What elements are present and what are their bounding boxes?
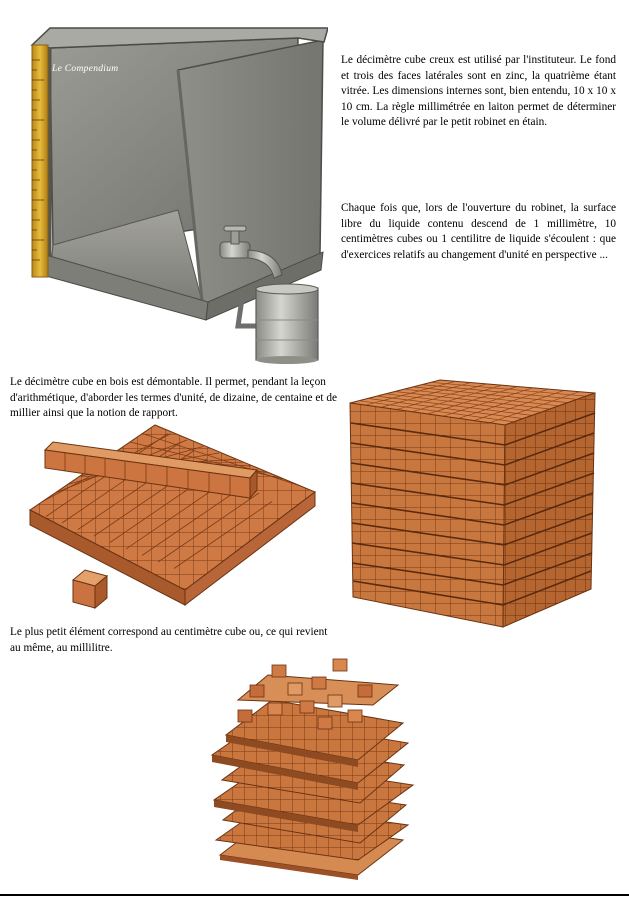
paragraph-tap: Chaque fois que, lors de l'ouverture du robinet, la surface libre du liquide contenu descend de 1 millimètre, 10 centimètres cubes ou 1 centilitre de liquide s'écoulent : que d'exercices relatifs au changement d'unité en perspective ... xyxy=(341,202,616,261)
paragraph-smallest-element: Le plus petit élément correspond au centimètre cube ou, ce qui revient au même, au millilitre. xyxy=(10,626,328,654)
paragraph-wooden-cube: Le décimètre cube en bois est démontable. Il permet, pendant la leçon d'arithmétique, d'aborder les termes d'unité, de dizaine, de centaine et de millier ainsi que la notion de rapport. xyxy=(10,376,337,420)
stacked-flats-illustration xyxy=(208,655,418,880)
paragraph-hollow-cube: Le décimètre cube creux est utilisé par l'instituteur. Le fond et trois des faces latérales sont en zinc, la quatrième étant vitrée. Les dimensions internes sont, bien entendu, 10 x 10 x 10 cm. La règle millimétrée en laiton permet de déterminer le volume délivré par le petit robinet en étain. xyxy=(341,54,616,129)
page-bottom-rule xyxy=(0,894,629,896)
cube-side-face xyxy=(503,393,595,627)
brass-ruler xyxy=(32,45,48,277)
watermark: Le Compendium xyxy=(52,64,119,74)
wooden-flat-rod-unit-illustration xyxy=(25,420,325,615)
wooden-unit-cube xyxy=(73,570,107,608)
wooden-cube-thousand-illustration xyxy=(345,375,600,635)
